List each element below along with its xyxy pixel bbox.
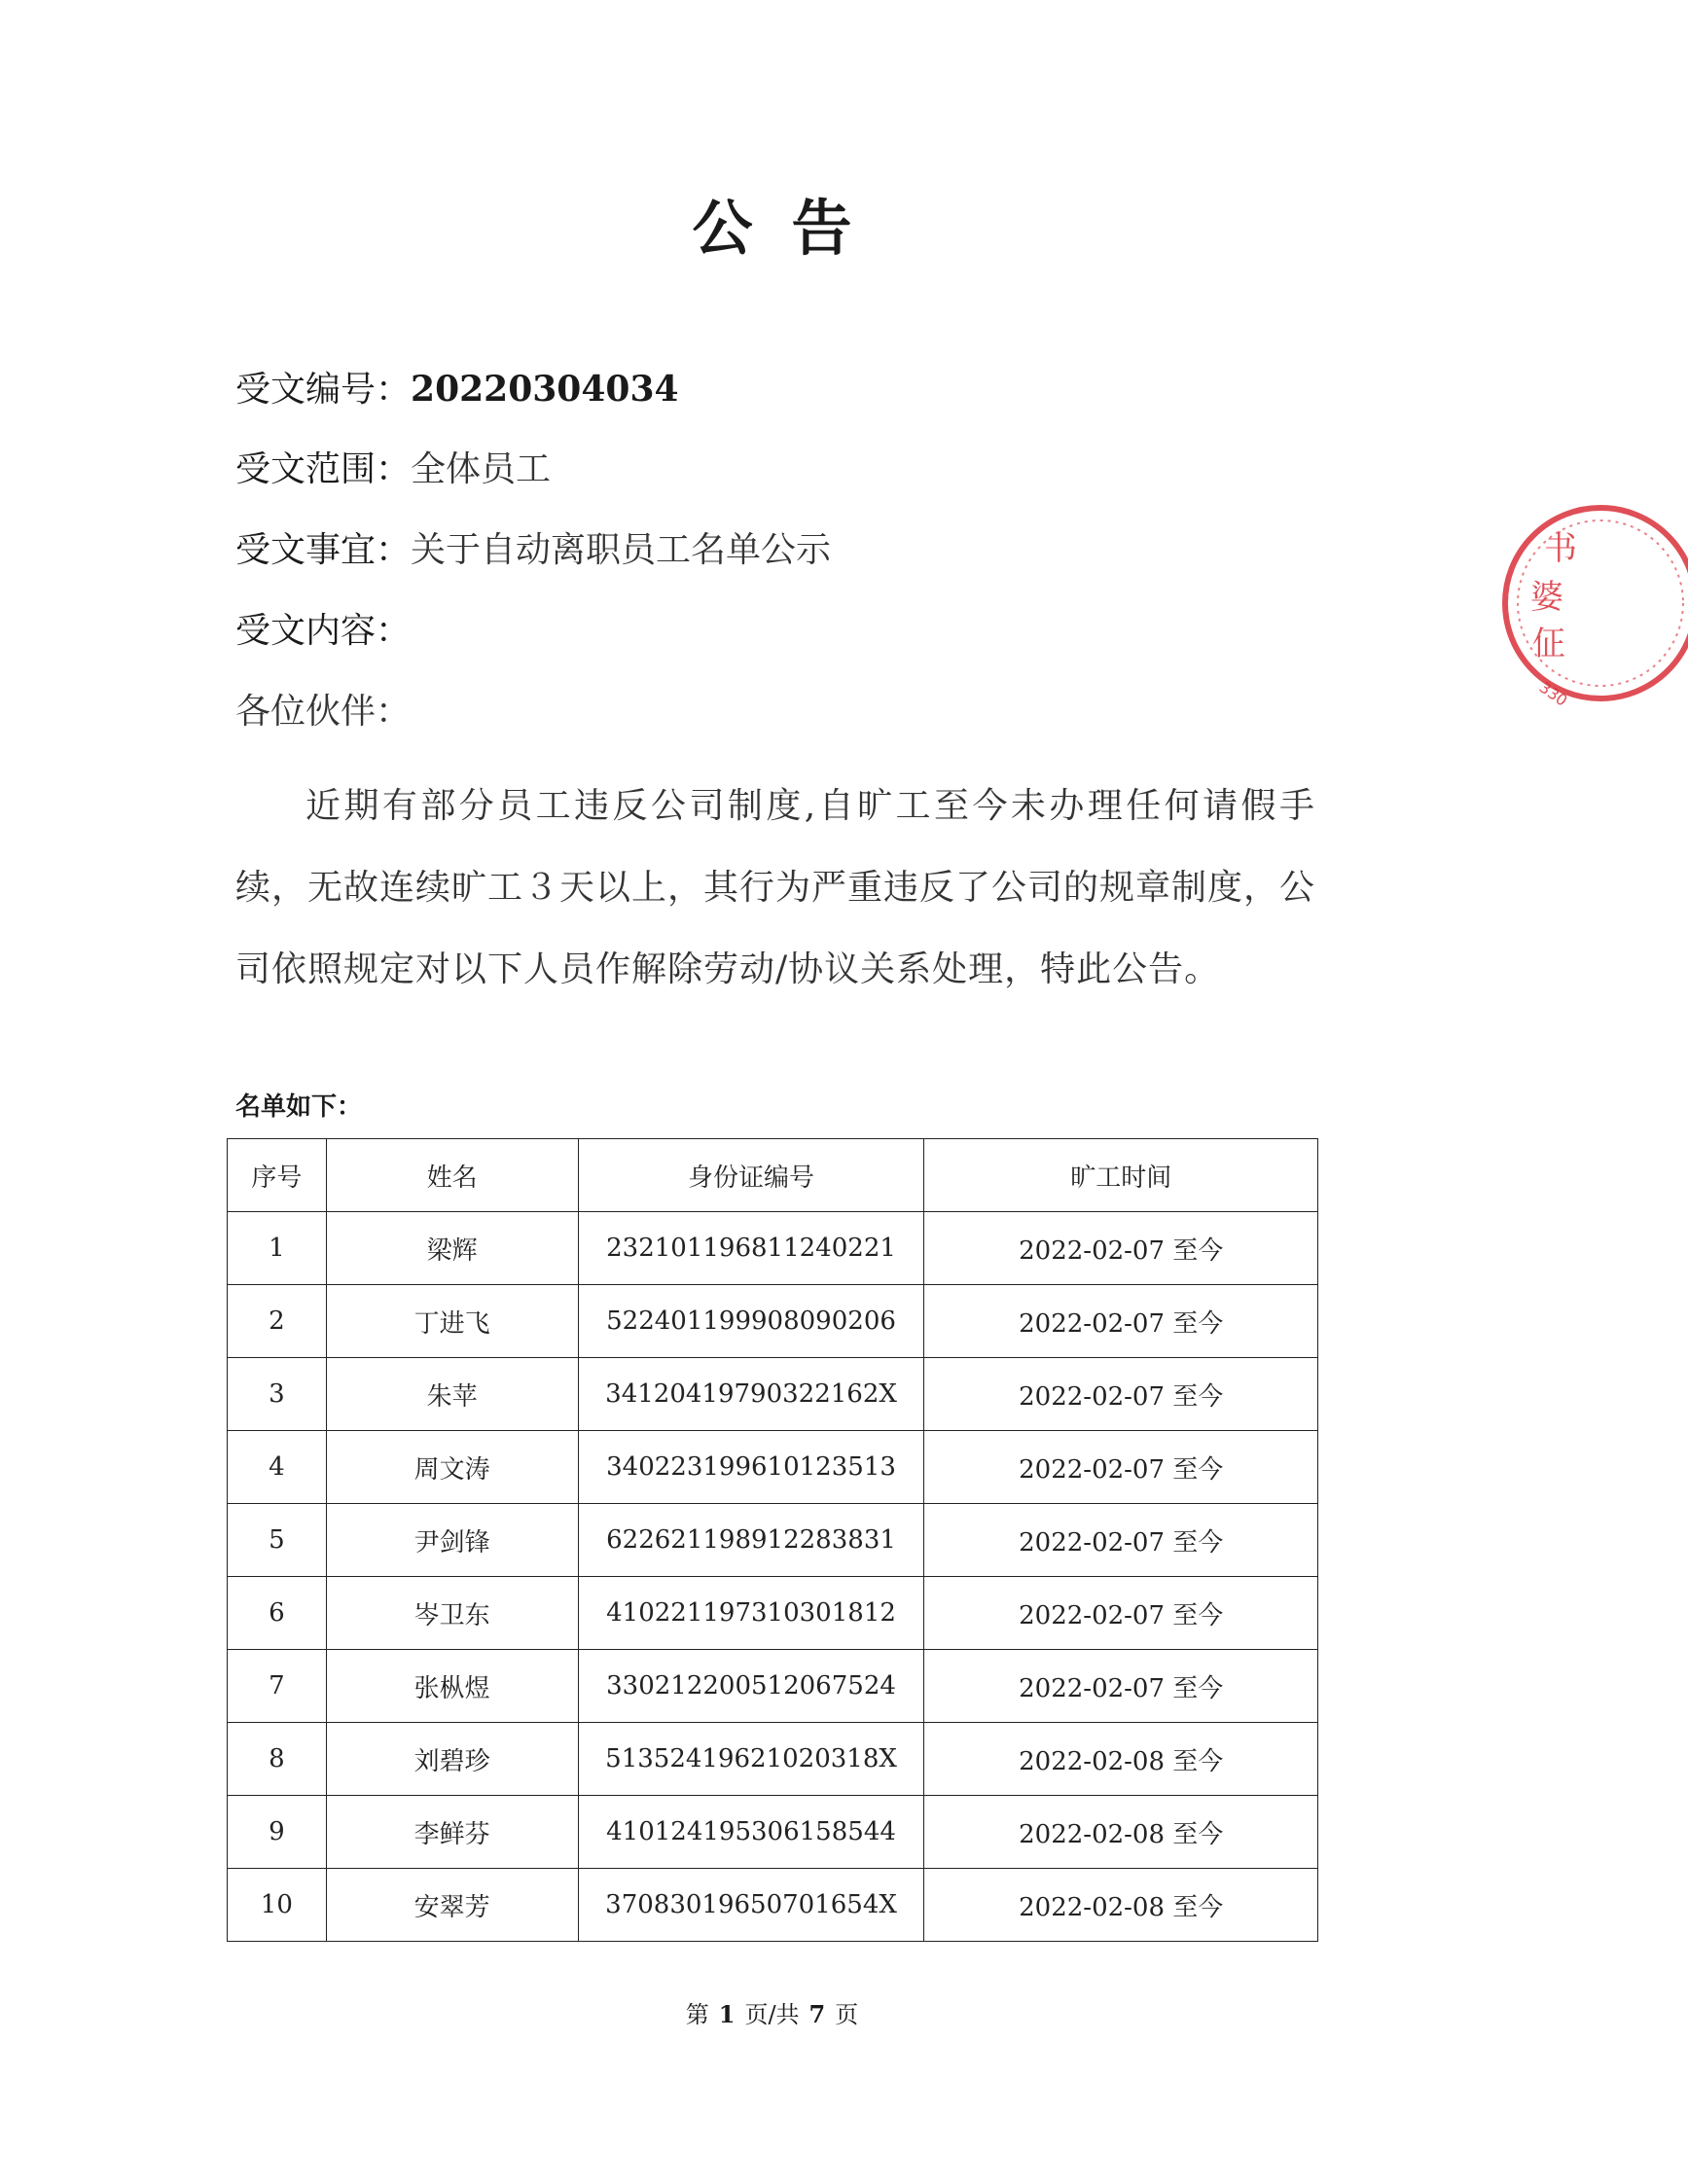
header-name: 姓名 [326, 1139, 578, 1212]
table-row [228, 1431, 1318, 1504]
notice-body: 近期有部分员工违反公司制度,自旷工至今未办理任何请假手续，无故连续旷工３天以上，其行为严重违反了公司的规章制度，公司依照规定对以下人员作解除劳动/协议关系处理，特此公告。 [235, 786, 1316, 989]
greeting: 各位伙伴： [235, 692, 412, 732]
cell-name: 安翠芳 [326, 1869, 578, 1942]
field-content-label: 受文内容： [235, 611, 412, 651]
cell-name: 丁进飞 [326, 1285, 578, 1358]
cell-name: 周文涛 [326, 1431, 578, 1504]
field-scope [235, 446, 551, 494]
dismissal-roster-table [227, 1138, 1318, 1942]
cell-absence-time: 2022-02-07 至今 [924, 1431, 1318, 1504]
header-id-number: 身份证编号 [578, 1139, 924, 1212]
cell-name: 梁辉 [326, 1212, 578, 1285]
table-header-row [228, 1139, 1318, 1212]
seal-char-1: 书 [1544, 529, 1577, 568]
cell-id-number: 330212200512067524 [578, 1650, 924, 1723]
footer-suffix: 页 [835, 2001, 859, 2028]
cell-id-number: 522401199908090206 [578, 1285, 924, 1358]
field-doc-number [235, 365, 679, 414]
table-row [228, 1285, 1318, 1358]
table-body [228, 1212, 1318, 1942]
table-row [228, 1212, 1318, 1285]
cell-name: 朱苹 [326, 1358, 578, 1431]
seal-char-3: 佂 [1532, 625, 1565, 663]
field-doc-number-label: 受文编号： [235, 370, 412, 410]
cell-name: 尹剑锋 [326, 1504, 578, 1577]
cell-seq: 3 [228, 1358, 327, 1431]
table-row [228, 1504, 1318, 1577]
seal-char-2: 婆 [1530, 578, 1563, 617]
cell-id-number: 340223199610123513 [578, 1431, 924, 1504]
cell-id-number: 622621198912283831 [578, 1504, 924, 1577]
seal-number-fragment: 330 [1535, 677, 1571, 710]
table-row [228, 1358, 1318, 1431]
cell-absence-time: 2022-02-08 至今 [924, 1723, 1318, 1796]
company-seal-stamp [1493, 482, 1688, 725]
cell-id-number: 34120419790322162X [578, 1358, 924, 1431]
cell-absence-time: 2022-02-07 至今 [924, 1504, 1318, 1577]
footer-page-number: 1 [718, 2000, 736, 2028]
cell-seq: 1 [228, 1212, 327, 1285]
cell-name: 张枞煜 [326, 1650, 578, 1723]
cell-id-number: 232101196811240221 [578, 1212, 924, 1285]
cell-seq: 2 [228, 1285, 327, 1358]
cell-absence-time: 2022-02-07 至今 [924, 1358, 1318, 1431]
table-row [228, 1796, 1318, 1869]
footer-total-pages: 7 [808, 2000, 826, 2028]
cell-id-number: 410124195306158544 [578, 1796, 924, 1869]
cell-seq: 5 [228, 1504, 327, 1577]
cell-seq: 10 [228, 1869, 327, 1942]
cell-absence-time: 2022-02-07 至今 [924, 1212, 1318, 1285]
cell-absence-time: 2022-02-07 至今 [924, 1285, 1318, 1358]
field-content [235, 607, 411, 656]
footer-middle: 页/共 [744, 2001, 800, 2028]
cell-name: 李鲜芬 [326, 1796, 578, 1869]
cell-id-number: 37083019650701654X [578, 1869, 924, 1942]
field-subject-value: 关于自动离职员工名单公示 [411, 530, 832, 570]
cell-seq: 4 [228, 1431, 327, 1504]
cell-absence-time: 2022-02-08 至今 [924, 1869, 1318, 1942]
field-subject-label: 受文事宜： [235, 530, 412, 570]
notice-title: 公告 [692, 193, 891, 264]
cell-absence-time: 2022-02-07 至今 [924, 1577, 1318, 1650]
cell-name: 岑卫东 [326, 1577, 578, 1650]
table-row [228, 1723, 1318, 1796]
table-row [228, 1869, 1318, 1942]
cell-seq: 6 [228, 1577, 327, 1650]
page-footer [0, 1998, 1544, 2031]
cell-seq: 7 [228, 1650, 327, 1723]
field-doc-number-value: 20220304034 [411, 369, 679, 410]
field-subject [235, 526, 831, 575]
table-row [228, 1577, 1318, 1650]
header-absence-time: 旷工时间 [924, 1139, 1318, 1212]
cell-seq: 8 [228, 1723, 327, 1796]
footer-prefix: 第 [685, 2001, 709, 2028]
cell-id-number: 51352419621020318X [578, 1723, 924, 1796]
cell-name: 刘碧珍 [326, 1723, 578, 1796]
table-row [228, 1650, 1318, 1723]
header-seq: 序号 [228, 1139, 327, 1212]
cell-absence-time: 2022-02-08 至今 [924, 1796, 1318, 1869]
cell-seq: 9 [228, 1796, 327, 1869]
field-scope-label: 受文范围： [235, 449, 412, 489]
cell-absence-time: 2022-02-07 至今 [924, 1650, 1318, 1723]
field-scope-value: 全体员工 [411, 449, 552, 489]
list-heading: 名单如下： [235, 1092, 363, 1122]
cell-id-number: 410221197310301812 [578, 1577, 924, 1650]
